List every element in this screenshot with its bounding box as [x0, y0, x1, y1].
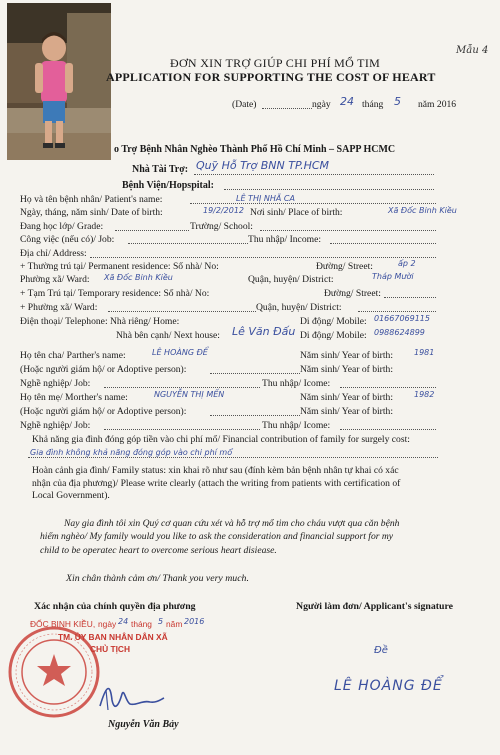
month-label: tháng	[362, 99, 384, 110]
temp-label: + Tạm Trú tại/ Temporary residence: Số nhà/ No:	[20, 288, 210, 299]
date-label: (Date)	[232, 99, 257, 110]
mother-yob-label: Năm sinh/ Year of birth:	[300, 392, 393, 403]
district-value: Tháp Mười	[372, 272, 414, 281]
contribution-dots	[28, 457, 438, 458]
contribution-value: Gia đình không khả năng đóng góp vào chi phí mổ	[30, 448, 233, 457]
temp-street-dots	[384, 297, 436, 298]
next-house-label: Nhà bên cạnh/ Next house:	[116, 330, 220, 341]
family-status-paragraph	[32, 465, 472, 503]
title-en: APPLICATION FOR SUPPORTING THE COST OF HEART	[106, 70, 436, 84]
mother-guardian-dots	[210, 415, 300, 416]
father-job-label: Nghề nghiệp/ Job:	[20, 378, 91, 389]
grade-label: Đang học lớp/ Grade:	[20, 221, 104, 232]
job-label: Công việc (nếu có)/ Job:	[20, 234, 115, 245]
child-photo-image	[7, 3, 111, 160]
street-label: Đường/ Street:	[316, 261, 373, 272]
father-guardian-yob-label: Năm sinh/ Year of birth:	[300, 364, 393, 375]
mother-name-label: Họ tên mẹ/ Morther's name:	[20, 392, 128, 403]
child-photo	[7, 3, 111, 160]
pob-value: Xã Đốc Binh Kiều	[388, 206, 457, 215]
income-label: Thu nhập/ Income:	[248, 234, 321, 245]
thanks-text: Xin chân thành cảm ơn/ Thank you very much.	[66, 573, 249, 584]
stamp-month-label: tháng	[131, 619, 152, 629]
applicant-name: LÊ HOÀNG ĐỂ	[334, 678, 443, 694]
father-name-value: LÊ HOÀNG ĐỂ	[152, 348, 208, 357]
father-name-label: Họ tên cha/ Parther's name:	[20, 350, 126, 361]
official-seal-icon	[6, 624, 102, 720]
stamp-year: 2016	[184, 617, 205, 626]
mobile-label: Di động/ Mobile:	[300, 316, 367, 327]
father-income-label: Thu nhập/ Icome:	[262, 378, 331, 389]
next-mobile-label: Di động/ Mobile:	[300, 330, 367, 341]
request-paragraph	[40, 517, 490, 557]
hospital-dots	[224, 189, 434, 190]
phone-label: Điện thoại/ Telephone: Nhà riêng/ Home:	[20, 316, 180, 327]
stamp-day-label: ngày	[98, 619, 117, 629]
family-status-line-1: Hoàn cảnh gia đình/ Family status: xin khai rõ như sau (đính kèm bản bệnh nhân tự khai có xác	[32, 465, 399, 476]
day-value: 24	[340, 95, 354, 108]
patient-name-value: LÊ THỊ NHÃ CA	[236, 194, 295, 203]
dob-value: 19/2/2012	[203, 206, 245, 215]
next-mobile-value: 0988624899	[374, 328, 425, 337]
temp-district-label: Quận, huyện/ District:	[256, 302, 342, 313]
patient-name-dots	[190, 203, 436, 204]
perm-label: + Thường trú tại/ Permanent residence: Số nhà/ No:	[20, 261, 219, 272]
applicant-signature-label: Người làm đơn/ Applicant's signature	[296, 601, 453, 612]
mother-job-dots	[104, 429, 260, 430]
mother-income-dots	[340, 429, 436, 430]
family-status-line-2: nhận của địa phương)/ Please write clearly (attach the writing from patients with certification of	[32, 477, 401, 489]
father-guardian-label: (Hoặc người giám hộ/ or Adoptive person):	[20, 364, 187, 375]
official-name: Nguyễn Văn Bảy	[108, 719, 179, 730]
job-dots	[128, 243, 248, 244]
mother-yob-value: 1982	[414, 390, 435, 399]
title-vi: ĐƠN XIN TRỢ GIÚP CHI PHÍ MỔ TIM	[170, 56, 381, 70]
mother-job-label: Nghề nghiệp/ Job:	[20, 420, 91, 431]
dob-label: Ngày, tháng, năm sinh/ Date of birth:	[20, 207, 163, 218]
temp-ward-dots	[108, 311, 256, 312]
mother-guardian-label: (Hoặc người giám hộ/ or Adoptive person):	[20, 406, 187, 417]
mother-name-value: NGUYỄN THỊ MẾN	[154, 390, 225, 399]
sponsor-dots	[194, 174, 434, 175]
father-income-dots	[340, 387, 436, 388]
sponsor-value: Quỹ Hỗ Trợ BNN TP.HCM	[196, 159, 330, 172]
day-label: ngày	[312, 99, 331, 110]
father-job-dots	[104, 387, 260, 388]
mother-income-label: Thu nhập/ Icome:	[262, 420, 331, 431]
request-line-2: hiểm nghèo/ My family would you like to ask the consideration and financial support for my	[40, 531, 394, 543]
address-label: Địa chỉ/ Address:	[20, 248, 87, 259]
grade-dots	[115, 230, 189, 231]
school-label: Trường/ School:	[190, 221, 253, 232]
district-label: Quận, huyện/ District:	[248, 274, 334, 285]
temp-street-label: Đường/ Street:	[324, 288, 381, 299]
month-value: 5	[394, 95, 401, 108]
temp-ward-label: + Phường xã/ Ward:	[20, 302, 98, 313]
stamp-role: CHỦ TỊCH	[90, 644, 131, 654]
mother-guardian-yob-label: Năm sinh/ Year of birth:	[300, 406, 393, 417]
income-dots	[330, 243, 436, 244]
applicant-signature-short: Đề	[374, 645, 388, 656]
mobile-value: 01667069115	[374, 314, 430, 323]
official-signature-icon	[96, 680, 166, 714]
family-status-line-3: Local Government).	[32, 490, 110, 502]
next-house-value: Lê Văn Đấu	[232, 325, 296, 338]
stamp-authority: TM. ỦY BAN NHÂN DÂN XÃ	[58, 632, 168, 642]
ward-label: Phường xã/ Ward:	[20, 274, 90, 285]
father-yob-value: 1981	[414, 348, 435, 357]
stamp-day: 24	[118, 617, 129, 626]
stamp-place: ĐỐC BINH KIỀU,	[30, 619, 96, 629]
father-yob-label: Năm sinh/ Year of birth:	[300, 350, 393, 361]
request-line-1: Nay gia đình tôi xin Quý cơ quan cứu xét và hỗ trợ mổ tim cho cháu vượt qua căn bệnh	[64, 518, 400, 529]
ward-value: Xã Đốc Binh Kiều	[104, 273, 173, 282]
hospital-label: Bệnh Viện/Hopspital:	[122, 180, 214, 191]
local-confirmation-label: Xác nhận của chính quyền địa phương	[34, 601, 196, 612]
contribution-label: Khả năng gia đình đóng góp tiền vào chi phí mổ/ Financial contribution of family for surgely cost:	[32, 434, 410, 445]
form-number: Mẫu 4	[456, 45, 489, 56]
request-line-3: child to be operatec heart to overcome serious heart disiease.	[40, 544, 277, 556]
recipient-line: o Trợ Bệnh Nhân Nghèo Thành Phố Hồ Chí Minh – SAPP HCMC	[114, 144, 396, 155]
father-guardian-dots	[210, 373, 300, 374]
stamp-year-label: năm	[166, 619, 183, 629]
stamp-month: 5	[158, 617, 164, 626]
address-dots	[90, 257, 436, 258]
patient-name-label: Họ và tên bệnh nhân/ Patient's name:	[20, 194, 163, 205]
date-dots	[262, 108, 312, 109]
temp-district-dots	[358, 311, 436, 312]
street-value: ấp 2	[398, 259, 416, 268]
year-label: năm 2016	[418, 99, 457, 110]
pob-label: Nơi sinh/ Place of birth:	[250, 207, 343, 218]
school-dots	[260, 230, 436, 231]
sponsor-label: Nhà Tài Trợ:	[132, 164, 189, 175]
